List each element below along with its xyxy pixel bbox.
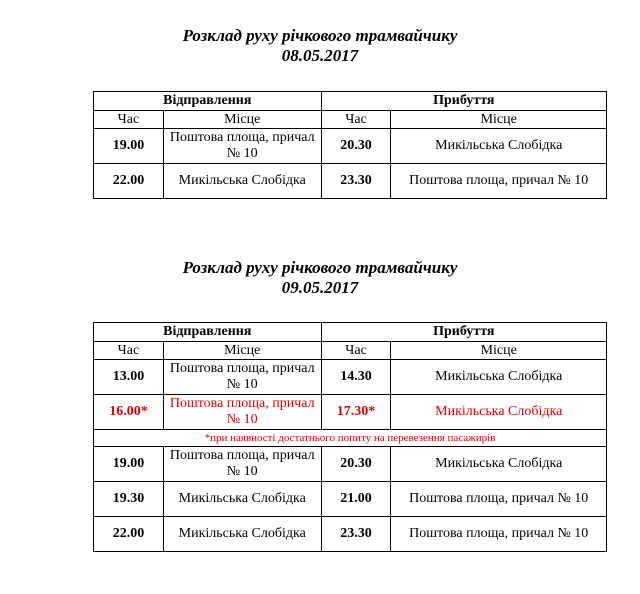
schedule-title-text: Розклад руху річкового трамвайчику (182, 26, 458, 45)
departure-place: Поштова площа, причал № 10 (163, 360, 321, 395)
table-row (94, 360, 607, 395)
departure-place: Поштова площа, причал № 10 (163, 129, 321, 164)
time-column-header: Час (321, 342, 391, 360)
departure-time: 16.00* (94, 395, 164, 430)
arrival-time: 17.30* (321, 395, 391, 430)
time-column-header: Час (94, 342, 164, 360)
place-column-header: Місце (391, 342, 607, 360)
footnote: *при наявності достатнього попиту на перевезення пасажирів (94, 430, 607, 447)
schedule-date: 08.05.2017 (281, 46, 359, 65)
arrival-time: 20.30 (321, 129, 391, 164)
arrival-place: Поштова площа, причал № 10 (391, 482, 607, 517)
arrival-time: 14.30 (321, 360, 391, 395)
departure-time: 22.00 (94, 164, 164, 199)
departure-header: Відправлення (94, 323, 322, 342)
schedule-title-2 (0, 258, 640, 298)
time-column-header: Час (94, 111, 164, 129)
table-row (94, 482, 607, 517)
arrival-place: Микільська Слобідка (391, 129, 607, 164)
place-column-header: Місце (163, 111, 321, 129)
arrival-time: 23.30 (321, 517, 391, 552)
arrival-place: Микільська Слобідка (391, 395, 607, 430)
schedule-table-2 (93, 322, 607, 552)
departure-time: 22.00 (94, 517, 164, 552)
schedule-date: 09.05.2017 (281, 278, 359, 297)
place-column-header: Місце (163, 342, 321, 360)
arrival-time: 21.00 (321, 482, 391, 517)
arrival-place: Поштова площа, причал № 10 (391, 517, 607, 552)
schedule-title-1 (0, 26, 640, 66)
arrival-time: 23.30 (321, 164, 391, 199)
schedule-table-1 (93, 91, 607, 199)
departure-time: 13.00 (94, 360, 164, 395)
arrival-place: Микільська Слобідка (391, 447, 607, 482)
departure-time: 19.00 (94, 129, 164, 164)
table-row (94, 164, 607, 199)
departure-time: 19.00 (94, 447, 164, 482)
departure-place: Микільська Слобідка (163, 517, 321, 552)
departure-header: Відправлення (94, 92, 322, 111)
place-column-header: Місце (391, 111, 607, 129)
table-row (94, 129, 607, 164)
arrival-place: Поштова площа, причал № 10 (391, 164, 607, 199)
departure-place: Поштова площа, причал № 10 (163, 395, 321, 430)
arrival-time: 20.30 (321, 447, 391, 482)
departure-time: 19.30 (94, 482, 164, 517)
departure-place: Микільська Слобідка (163, 482, 321, 517)
arrival-header: Прибуття (321, 92, 606, 111)
table-row-conditional (94, 395, 607, 430)
departure-place: Поштова площа, причал № 10 (163, 447, 321, 482)
table-row (94, 447, 607, 482)
arrival-header: Прибуття (321, 323, 606, 342)
arrival-place: Микільська Слобідка (391, 360, 607, 395)
table-row (94, 517, 607, 552)
departure-place: Микільська Слобідка (163, 164, 321, 199)
time-column-header: Час (321, 111, 391, 129)
schedule-title-text: Розклад руху річкового трамвайчику (182, 258, 458, 277)
